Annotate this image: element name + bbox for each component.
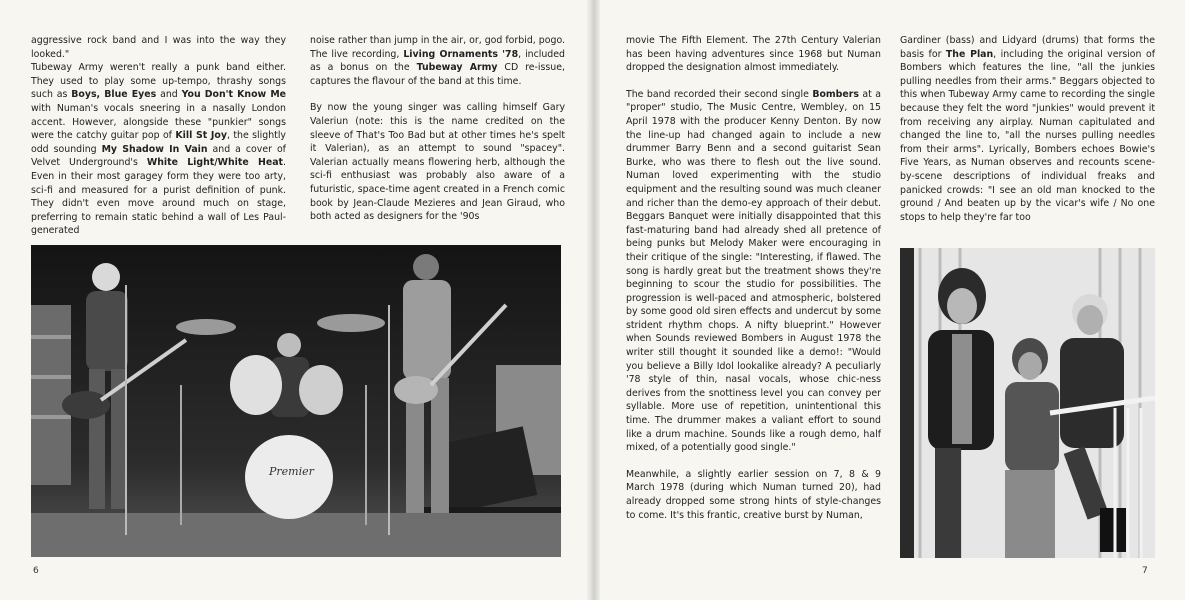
paragraph: The band recorded their second single Bombers at a "proper" studio, The Music Centre, Wembley, on 15 April 1978 with the producer Kenny Denton. By now the line-up had changed again to include a new drummer Barry Benn and a second guitarist Sean Burke, who was there to flesh out the live sound. Numan loved experimenting with the studio equipment and the resulting sound was much cleaner and richer than the demo-ey approach of their debut. Beggars Banquet were initially disappointed that this fast-maturing band had already shed all pretence of being punks but Melody Maker were encouraging in their critique of the single: "Interesting, if flawed. The song is hardly great but the treatment shows they're beginning to scour the studio for possibilities. The progression is well-paced and atmospheric, bolstered by some good old siren effects and undercut by some strident rhythm chops. A nifty blueprint." However when Sounds reviewed Bombers in August 1978 the writer still thought it sounded like a demo!: "Would you believe a Billy Idol lookalike already? A peculiarly '78 style of thin, nasal vocals, whose chic-ness derives from the snottiness level you can convey per syllable. More use of repetition, unintentional this time. The drummer makes a valiant effort to sound like a drum machine. Sounds like a rough demo, half mixed, of a potentially good single." [626, 88, 881, 454]
paragraph: Meanwhile, a slightly earlier session on 7, 8 & 9 March 1978 (during which Numan turned 20), had already dropped some strong hints of style-changes to come. It's this frantic, creative burst by Numan, [626, 468, 881, 521]
paragraph: movie The Fifth Element. The 27th Century Valerian has been having adventures since 1968 but Numan dropped the designation almost immediately. [626, 35, 881, 74]
drum-brand-label: Premier [269, 465, 314, 478]
stage-photo-illustration [31, 245, 561, 557]
band-on-stage-photo [31, 245, 561, 557]
page-number: 6 [33, 566, 39, 576]
left-page-column-1 [31, 34, 286, 238]
right-page-column-2 [900, 34, 1155, 224]
paragraph: noise rather than jump in the air, or, god forbid, pogo. The live recording, Living Ornaments '78, included as a bonus on the Tubeway Army CD re-issue, captures the flavour of the band at this time. [310, 35, 565, 87]
left-page [0, 0, 592, 600]
paragraph: By now the young singer was calling himself Gary Valeriun (note: this is the name credited on the sleeve of That's Too Bad but at other times he's spelt it Valerian), as an attempt to sound "spacey". Valerian actually means flowering herb, although the sci-fi enthusiast was probably also aware of a futuristic, space-time agent created in a French comic book by Jean-Claude Mezieres and Jean Giraud, who both acted as designers for the '90s [310, 102, 565, 223]
portrait-photo-illustration [900, 248, 1155, 558]
right-page-column-1 [626, 34, 881, 522]
paragraph: aggressive rock band and I was into the way they looked." [31, 35, 286, 60]
paragraph: Tubeway Army weren't really a punk band either. They used to play some up-tempo, thrashy songs such as Boys, Blue Eyes and You Don't Know Me with Numan's vocals sneering in a nasally London accent. However, alongside these "punkier" songs were the catchy guitar pop of Kill St Joy, the slightly odd sounding My Shadow In Vain and a cover of Velvet Underground's White Light/White Heat. Even in their most garagey form they were too arty, sci-fi and measured for a purist definition of punk. They didn't even move around much on stage, preferring to remain static behind a wall of Les Paul-generated [31, 62, 287, 237]
page-number: 7 [1142, 566, 1148, 576]
right-page [593, 0, 1185, 600]
book-gutter [586, 0, 600, 600]
band-portrait-photo [900, 248, 1155, 558]
paragraph: Gardiner (bass) and Lidyard (drums) that forms the basis for The Plan, including the original version of Bombers which features the line, "all the junkies pulling needles from their arms." Beggars objected to this when Tubeway Army came to recording the single because they felt the word "junkies" would prevent it from receiving any airplay. Numan capitulated and changed the line to, "all the nurses pulling needles from their arms". Lyrically, Bombers echoes Bowie's Five Years, as Numan observes and recounts scene-by-scene descriptions of individual freaks and panicked crowds: "I see an old man knocked to the ground / And beaten up by the vicar's wife / No one stops to help they're far too [900, 35, 1155, 223]
left-page-column-2 [310, 34, 565, 224]
